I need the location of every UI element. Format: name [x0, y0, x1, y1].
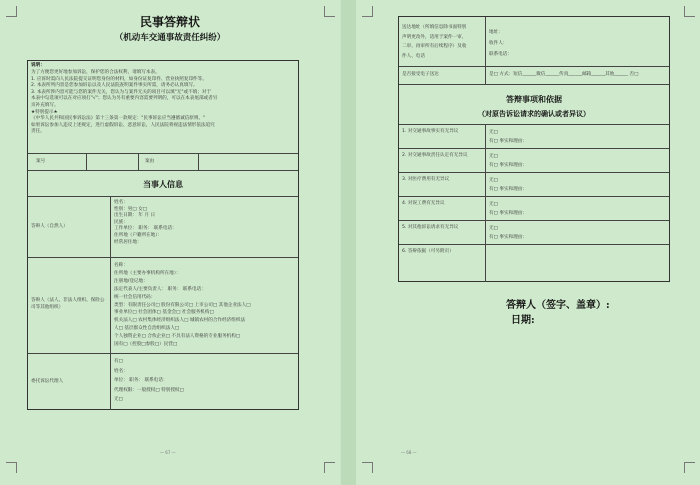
electronic-options: 是□ 方式：短信______微信______传真______邮箱______其他______ 否□	[489, 72, 639, 77]
section-subheading: （对原告诉讼请求的确认或者异议）	[478, 109, 590, 118]
option-line: 有□ 事实和理由：	[489, 139, 527, 144]
field-line: 法定代表人/主要负责人： 职务： 联系电话：	[114, 286, 206, 292]
electronic-label: 是否接受电子送达	[402, 72, 439, 77]
item-label: 2. 对交通事故责任认定有无异议	[402, 153, 468, 158]
left-page	[0, 0, 340, 485]
instruction-line: 为了方便您更好地参加诉讼，保护您的合法权利，请填写本表。	[31, 70, 160, 75]
field-line: 机关法人□ 农村集体经济组织法人□ 城镇农村的合作经济组织法	[114, 318, 246, 324]
instruction-line: 2. 本表所列内容是您参加诉讼以及人民法院查明案件事实所需，请务必认真填写。	[31, 83, 198, 89]
respondent-person-row	[28, 197, 298, 258]
field-line: 名称：	[114, 263, 128, 268]
crop-mark	[362, 6, 373, 17]
instruction-line: 1. 应诉时需向人民法院提交证明您身份的材料，如身份证复印件、营业执照复印件等。	[31, 76, 207, 82]
case-row	[28, 154, 298, 171]
document-subtitle: （机动车交通事故责任纠纷）	[114, 33, 226, 43]
field-line: 单位： 职务： 联系电话：	[114, 378, 168, 383]
item-label: 3. 对医疗费用有无异议	[402, 177, 450, 182]
instruction-line: 3. 本表所涉内容可能与您的案件无关，您认为与案件无关的项目可以填"无"或不填；对于	[31, 89, 212, 95]
page-gutter	[341, 0, 356, 485]
field-line: 民族：	[114, 219, 128, 225]
instruction-line: 《中华人民共和国民事诉讼法》第十三条第一款规定："民事诉讼应当遵循诚信原则。"	[31, 116, 206, 122]
date-label: 日期:	[511, 315, 535, 326]
crop-mark	[324, 462, 335, 473]
item-row	[399, 125, 669, 149]
respondent-org-fields	[114, 262, 296, 349]
respondent-org-label: 答辩人（法人、非法人组织、保险公司等其他组织）	[31, 298, 105, 310]
field-line: 类型：有限责任公司□ 股份有限公司□ 上市公司□ 其他企业法人□	[114, 302, 251, 308]
field-line: 注册地/登记地：	[114, 278, 148, 284]
crop-mark	[684, 462, 695, 473]
instruction-line: 责任。	[31, 129, 45, 135]
option-line: 无□	[489, 178, 498, 183]
signature-label: 答辩人（签字、盖章）:	[506, 300, 610, 311]
crop-mark	[684, 6, 695, 17]
item-row	[399, 173, 669, 197]
service-label	[402, 23, 484, 61]
agent-fields	[114, 357, 296, 405]
instruction-line: 如果诉讼参加人违反上述规定，进行虚假诉讼、恶意诉讼，人民法院将视违法情形依法追究	[31, 122, 215, 128]
page-number: — 67 —	[160, 450, 176, 455]
defense-table	[398, 16, 670, 282]
option-line: 有□ 事实和理由：	[489, 187, 527, 192]
section-heading-row	[399, 85, 669, 125]
item-options	[489, 224, 527, 242]
item-row	[399, 221, 669, 245]
item-row	[399, 149, 669, 173]
label-line: 送达地址（所填信息除书面特别	[402, 25, 467, 30]
field-line: 代理权限：一般授权□ 特别授权□	[114, 387, 184, 393]
field-line: 地址：	[489, 30, 503, 35]
option-line: 无□	[489, 202, 498, 207]
option-line: 有□ 事实和理由：	[489, 163, 527, 168]
crop-mark	[6, 462, 17, 473]
label-line: 件人、电话	[402, 53, 425, 59]
agent-row	[28, 354, 298, 410]
party-table	[27, 60, 299, 410]
instruction-line: ★特别提示★	[31, 109, 58, 115]
field-line: 收件人：	[489, 41, 508, 46]
option-line: 无□	[489, 130, 498, 135]
respondent-org-row	[28, 258, 298, 354]
label-line: 二审、再审所有后续程序）及收	[402, 44, 467, 49]
instructions-heading: 说明：	[31, 63, 45, 68]
option-line: 无□	[489, 154, 498, 159]
field-line: 无□	[114, 397, 123, 402]
case-no-label: 案号	[36, 159, 46, 164]
item-label: 1. 对交通事故事实有无异议	[402, 129, 459, 134]
crop-mark	[362, 462, 373, 473]
field-line: 联系电话：	[489, 52, 512, 57]
field-line: 个人独资企业□ 合伙企业□ 不具有法人资格的专业服务机构□	[114, 334, 241, 340]
option-line: 有□ 事实和理由：	[489, 235, 527, 240]
field-line: 出生日期： 年 月 日	[114, 213, 156, 219]
service-fields	[489, 27, 512, 60]
field-line: 工作单位： 职务： 联系电话：	[114, 226, 177, 232]
field-line: 姓名：	[114, 368, 128, 374]
electronic-row	[399, 67, 669, 85]
field-line: 事业单位□ 社会团体□ 基金会□ 社会服务机构□	[114, 310, 214, 316]
field-line: 统一社会信用代码：	[114, 294, 156, 300]
field-line: 经常居住地：	[114, 239, 142, 245]
respondent-person-label: 答辩人（自然人）	[31, 224, 68, 229]
label-line: 声明更改外，适用于案件一审、	[402, 34, 467, 40]
option-line: 无□	[489, 226, 498, 231]
item-label: 5. 对其他诉讼请求有无异议	[402, 225, 459, 230]
item-options	[489, 152, 527, 170]
respondent-person-fields	[114, 200, 296, 246]
item-options	[489, 200, 527, 218]
item-label: 6. 答辩依据（可另附页）	[402, 249, 454, 254]
instructions-lines	[31, 70, 295, 136]
field-line: 国有□（控股□参股□）民营□	[114, 342, 178, 348]
instructions-cell	[28, 61, 298, 154]
cause-label: 案由	[145, 159, 155, 164]
right-page	[356, 0, 700, 485]
item-row	[399, 245, 669, 282]
item-label: 4. 对误工费有无异议	[402, 201, 445, 206]
instruction-line: 页补充填写。	[31, 102, 59, 108]
section-heading: 答辩事项和依据	[506, 94, 562, 104]
page-number: — 68 —	[401, 450, 417, 455]
party-heading: 当事人信息	[143, 179, 183, 189]
field-line: 住所地（主要办事机构所在地）：	[114, 270, 181, 276]
party-heading-row	[28, 171, 298, 197]
field-line: 性别：男□ 女□	[114, 206, 148, 212]
field-line: 有□	[114, 359, 123, 364]
service-row	[399, 17, 669, 67]
document-title: 民事答辩状	[139, 15, 200, 29]
item-options	[489, 176, 527, 194]
agent-label: 委托诉讼代理人	[31, 379, 64, 384]
field-line: 住所地（户籍所在地）：	[114, 232, 163, 238]
instruction-line: 本表中勾选项可以在对应项打"√"；您认为另有重要内容需要列明的，可以在本表尾部或者另	[31, 96, 218, 102]
item-options	[489, 128, 527, 146]
field-line: 姓名：	[114, 200, 128, 205]
item-row	[399, 197, 669, 221]
field-line: 人□ 基层群众性自治组织法人□	[114, 326, 180, 332]
option-line: 有□ 事实和理由：	[489, 211, 527, 216]
